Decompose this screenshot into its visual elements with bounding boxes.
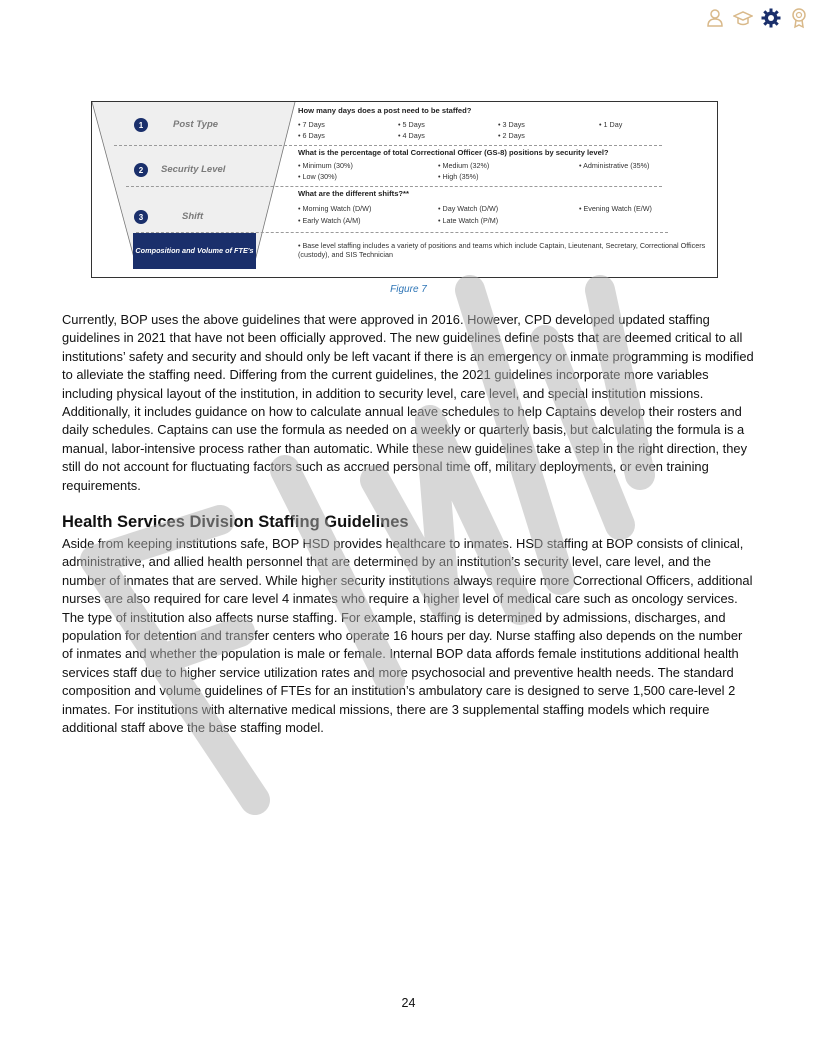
composition-label-box: Composition and Volume of FTE's [133,233,256,269]
option-item: • 4 Days [398,131,425,140]
body-paragraph-1: Currently, BOP uses the above guidelines that were approved in 2016. However, CPD developed updated staffing guidelines in 2021 that have not been officially approved. The new guidelines define posts that are deemed critical to all institutions’ safety and security and should only be left vacant if there is an emergency or inmate programming is modified to alleviate the staffing need. Differing from the current guidelines, the 2021 guidelines incorporate more variables including physical layout of the institution, in addition to security level, care level, and special institution missions. Additionally, it includes guidance on how to calculate annual leave schedules to help Captains develop their rosters and daily schedules. Captains can use the formula as needed on a weekly or quarterly basis, but calculating the formula is a manual, labor-intensive process rather than automatic. While these new guidelines take a step in the right direction, they still do not account for fluctuating factors such as accrued personal time off, military deployments, or even training requirements. [62,312,754,493]
award-icon[interactable] [787,6,811,30]
row-divider [126,186,662,187]
option-item: • 2 Days [498,131,525,140]
option-item: • High (35%) [438,172,479,181]
user-icon[interactable] [703,6,727,30]
option-item: • Low (30%) [298,172,337,181]
graduation-cap-icon[interactable] [731,6,755,30]
composition-description: • Base level staffing includes a variety of positions and teams which include Captain, Lieutenant, Secretary, Correctional Officers (custody), and SIS Technician [298,241,706,260]
figure-7-diagram [91,101,718,278]
row-label-security-level: Security Level [161,164,226,175]
option-item: • Early Watch (A/M) [298,216,361,225]
row-question: How many days does a post need to be staffed? [298,106,472,115]
option-item: • 6 Days [298,131,325,140]
option-item: • 7 Days [298,120,325,129]
toolbar [703,6,811,30]
option-item: • 1 Day [599,120,623,129]
option-item: • 3 Days [498,120,525,129]
row-label-post-type: Post Type [173,119,219,130]
row-divider [114,145,662,146]
option-item: • Medium (32%) [438,161,490,170]
option-item: • 5 Days [398,120,425,129]
option-item: • Administrative (35%) [579,161,650,170]
option-item: • Late Watch (P/M) [438,216,499,225]
option-item: • Evening Watch (E/W) [579,204,652,213]
gear-icon[interactable] [759,6,783,30]
option-item: • Day Watch (D/W) [438,204,499,213]
page-number: 24 [401,996,416,1010]
step-number-badge: 2 [134,163,148,177]
step-number-badge: 3 [134,210,148,224]
composition-text: Base level staffing includes a variety of positions and teams which include Captain, Lieutenant, Secretary, Correctional Officers (custody), and SIS Technician [298,241,706,260]
option-item: • Morning Watch (D/W) [298,204,372,213]
row-question: What is the percentage of total Correctional Officer (GS-8) positions by security level? [298,148,609,157]
step-number-badge: 1 [134,118,148,132]
body-paragraph-2: Aside from keeping institutions safe, BOP HSD provides healthcare to inmates. HSD staffing at BOP consists of clinical, administrative, and allied health personnel that are determined by an institution’s security level, care level, and the number of inmates that are served. While higher security institutions always require more Correctional Officers, additional nurses are also required for care level 4 inmates who require a higher level of medical care such as oncology services. The type of institution also affects nurse staffing. For example, staffing is determined by admissions, discharges, and population for detention and transfer centers who operate 16 hours per day. Nurse staffing also depends on the number of inmates and whether the population is male or female. Internal BOP data affords female institutions additional health services staff due to higher service utilization rates and more psychosocial and preventive health needs. The standard composition and volume guidelines of FTEs for an institution’s ambulatory care is designed to serve 1,500 care-level 2 inmates. For institutions with alternative medical missions, there are 3 supplemental staffing models which require additional staff above the base staffing model. [62,536,753,736]
figure-caption: Figure 7 [390,284,427,295]
row-question: What are the different shifts?** [298,189,409,198]
section-heading: Health Services Division Staffing Guidelines [62,513,409,531]
row-label-shift: Shift [182,211,204,222]
option-item: • Minimum (30%) [298,161,353,170]
